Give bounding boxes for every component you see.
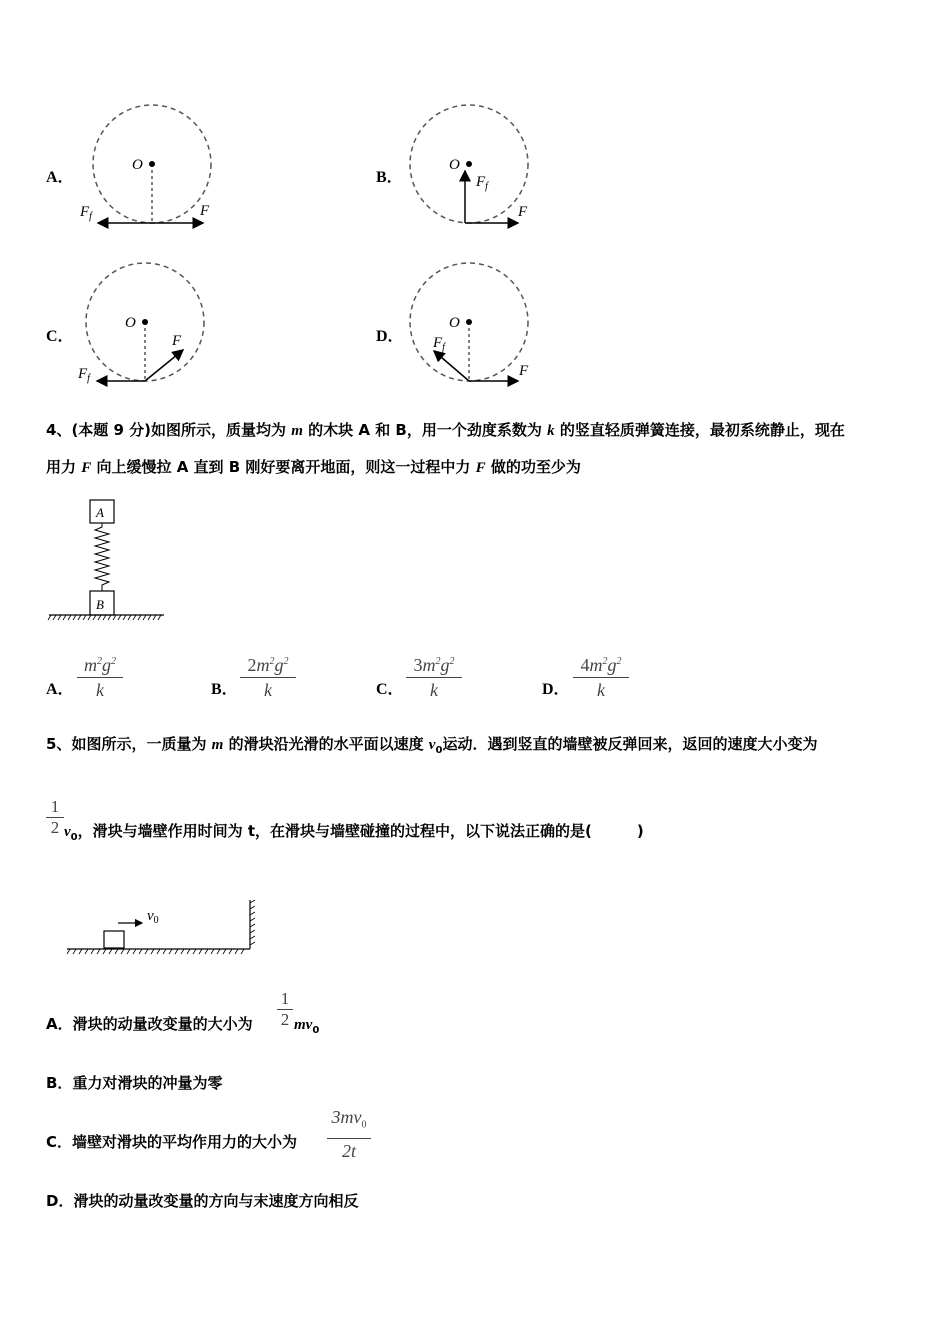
spring-diagram <box>46 495 171 625</box>
question-5-line-1: 5、如图所示，一质量为 m 的滑块沿光滑的水平面以速度 $v_0$运动．遇到竖直的墙壁被反弹回来，返回的速度大小变为 <box>46 735 818 756</box>
option-d-label: D． <box>376 328 404 345</box>
q5-option-a: A．滑块的动量改变量的大小为 <box>46 1015 253 1033</box>
svg-text:v0: $v_0$ <box>147 908 159 926</box>
center-o-label: O <box>132 157 143 173</box>
q4-option-c-formula: $3m^2g^2$ k <box>406 651 462 701</box>
q4-option-c-label: C． <box>376 681 404 698</box>
svg-text:F: F <box>172 333 182 349</box>
q5-option-a-tail: $mv_0$ <box>294 1017 320 1036</box>
spring <box>95 523 109 591</box>
question-4-line-2: 用力 F 向上缓慢拉 A 直到 B 刚好要离开地面，则这一过程中力 F 做的功至少为 <box>46 458 581 476</box>
svg-text:O: O <box>449 315 460 331</box>
q4-option-a-formula: $m^2g^2$ k <box>77 651 123 701</box>
q5-option-b: B．重力对滑块的冲量为零 <box>46 1074 223 1092</box>
svg-text:Ff: $F_f$ <box>78 366 90 384</box>
svg-text:Ff: $F_f$ <box>80 204 92 222</box>
option-b-label: B． <box>376 169 403 186</box>
question-5-line-2: $v_0$，滑块与墙壁作用时间为 t，在滑块与墙壁碰撞的过程中，以下说法正确的是( ) <box>64 822 644 843</box>
svg-text:B: B <box>96 597 104 612</box>
option-a-label: A． <box>46 169 74 186</box>
svg-text:F: F <box>519 363 529 379</box>
q4-option-b-label: B． <box>211 681 238 698</box>
q5-option-c-fraction: $3mv_0$ 2t <box>327 1106 371 1162</box>
circle-diagram-a <box>70 95 230 235</box>
q4-option-a-label: A． <box>46 681 74 698</box>
force-arrow <box>145 350 183 381</box>
q4-option-d-label: D． <box>542 681 570 698</box>
svg-text:F: F <box>200 203 210 219</box>
svg-text:F: F <box>518 204 528 220</box>
q4-option-d-formula: $4m^2g^2$ k <box>573 651 629 701</box>
q5-option-c: C．墙壁对滑块的平均作用力的大小为 <box>46 1133 298 1151</box>
svg-text:Ff: $F_f$ <box>433 335 445 353</box>
slider-block <box>104 931 124 948</box>
friction-arrow <box>434 351 469 381</box>
circle-diagram-c <box>70 255 230 395</box>
q5-option-a-fraction: 1 2 <box>277 989 293 1030</box>
svg-text:O: O <box>449 157 460 173</box>
question-4-line-1: 4、(本题 9 分)如图所示，质量均为 m 的木块 A 和 B，用一个劲度系数为 k 的竖直轻质弹簧连接，最初系统静止，现在 <box>46 421 845 439</box>
option-c-label: C． <box>46 328 74 345</box>
q4-option-b-formula: $2m^2g^2$ k <box>240 651 296 701</box>
svg-text:A: A <box>96 505 104 520</box>
wall-diagram <box>62 895 262 960</box>
circle-diagram-d <box>400 255 560 395</box>
q5-half-fraction: 1 2 <box>46 797 64 838</box>
q5-option-d: D．滑块的动量改变量的方向与末速度方向相反 <box>46 1192 359 1210</box>
circle-diagram-b <box>400 95 560 235</box>
svg-text:O: O <box>125 315 136 331</box>
svg-text:Ff: $F_f$ <box>476 174 488 192</box>
